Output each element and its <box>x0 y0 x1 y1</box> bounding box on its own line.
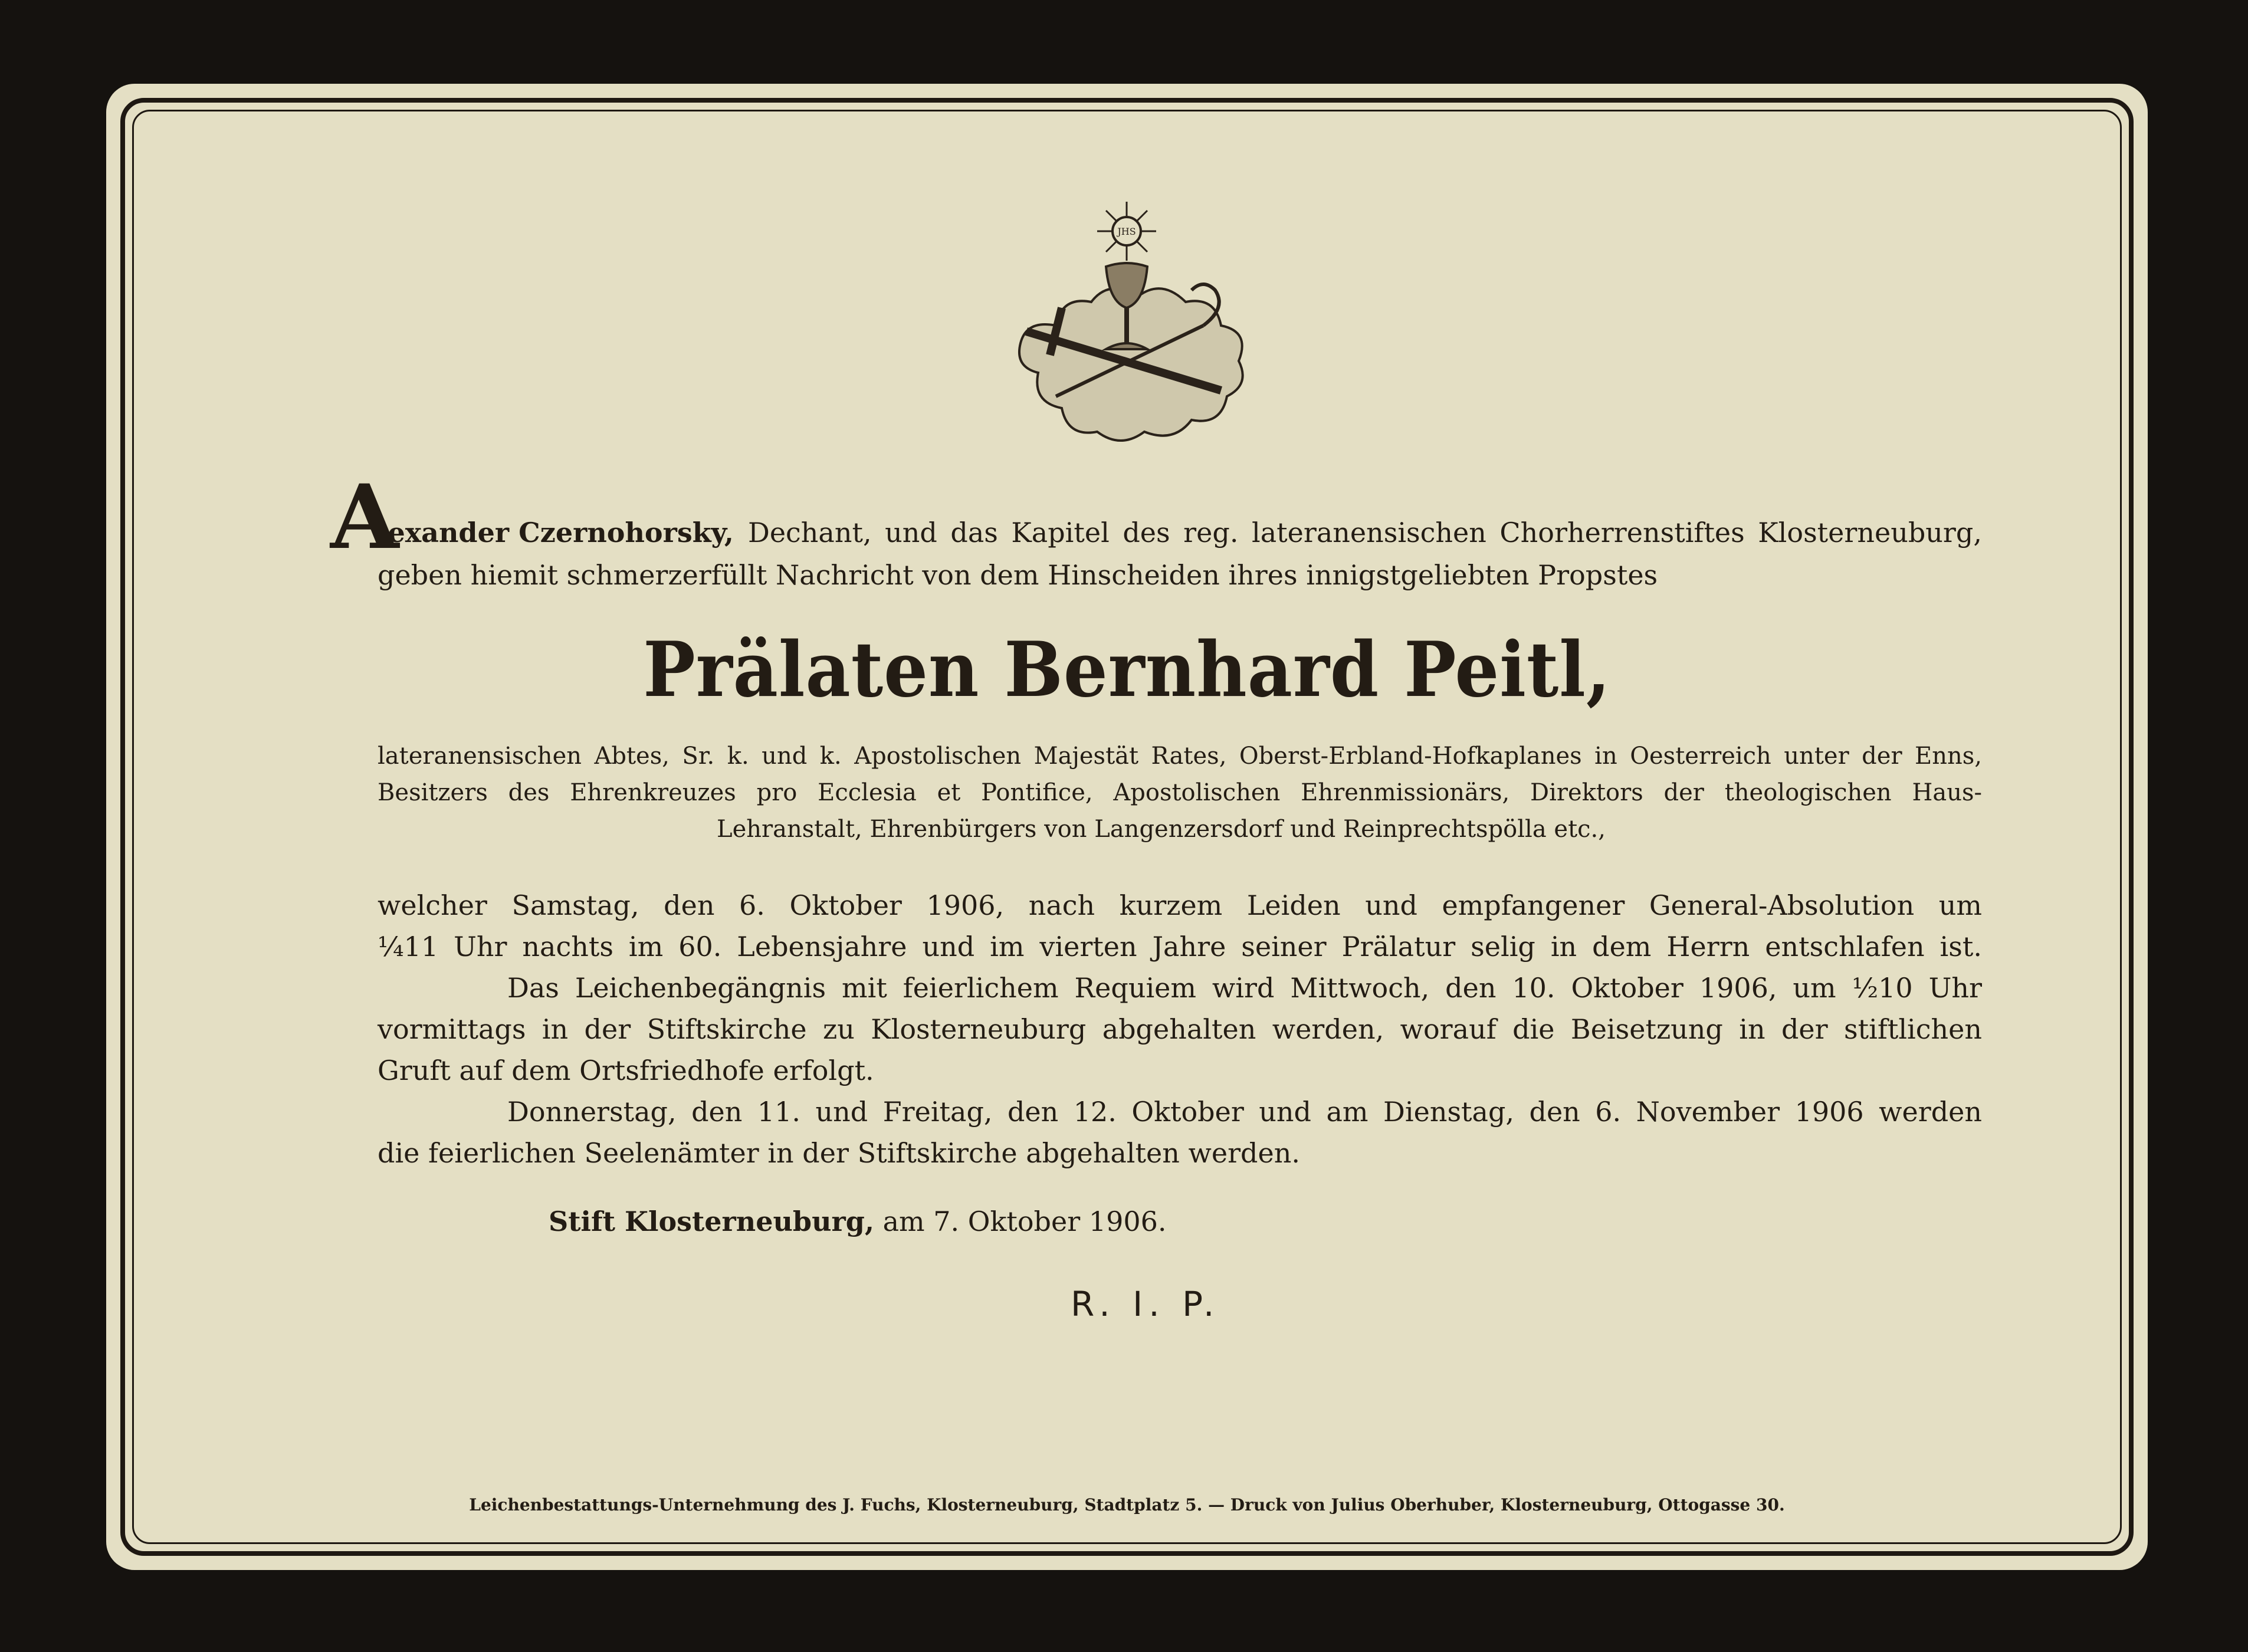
opening-line-1 <box>378 517 1982 549</box>
dean-name: lexander Czernohorsky, <box>378 517 734 549</box>
opening-line-1-rest: Dechant, und das Kapitel des reg. lateranensischen Chorherrenstiftes Klosterneuburg, <box>747 517 1982 549</box>
titles-line-3: Lehranstalt, Ehrenbürgers von Langenzersdorf und Reinprechtspölla etc., <box>717 816 1606 843</box>
body-line-2: ¼11 Uhr nachts im 60. Lebensjahre und im vierten Jahre seiner Prälatur selig in dem Herrn entschlafen ist. <box>378 931 1982 963</box>
rip-text: R. I. P. <box>1071 1284 1220 1324</box>
chalice-cross-emblem-icon <box>991 196 1262 467</box>
opening-line-2: geben hiemit schmerzerfüllt Nachricht von dem Hinscheiden ihres innigstgeliebten Propstes <box>378 559 1658 591</box>
body-line-7: die feierlichen Seelenämter in der Stiftskirche abgehalten werden. <box>378 1137 1300 1169</box>
body-line-6: Donnerstag, den 11. und Freitag, den 12. Oktober und am Dienstag, den 6. November 1906 werden <box>507 1096 1982 1128</box>
body-line-4: vormittags in der Stiftskirche zu Klosterneuburg abgehalten werden, worauf die Beisetzung in der stiftlichen <box>378 1013 1982 1045</box>
death-notice-card <box>106 84 2148 1570</box>
emblem-monogram: JHS <box>1117 226 1136 237</box>
drop-initial: A <box>330 465 399 569</box>
place-date <box>549 1208 1167 1235</box>
place: Stift Klosterneuburg, <box>549 1206 874 1237</box>
date: am 7. Oktober 1906. <box>882 1206 1167 1237</box>
body-line-5: Gruft auf dem Ortsfriedhofe erfolgt. <box>378 1055 874 1086</box>
deceased-name: Prälaten Bernhard Peitl, <box>643 626 1611 714</box>
body-line-3: Das Leichenbegängnis mit feierlichem Requiem wird Mittwoch, den 10. Oktober 1906, um ½10 Uhr <box>507 972 1982 1004</box>
body-line-1: welcher Samstag, den 6. Oktober 1906, nach kurzem Leiden und empfangener General-Absolution um <box>378 889 1982 921</box>
titles-line-2: Besitzers des Ehrenkreuzes pro Ecclesia et Pontifice, Apostolischen Ehrenmissionärs, Direktors der theologischen Haus- <box>378 779 1982 806</box>
titles-line-1: lateranensischen Abtes, Sr. k. und k. Apostolischen Majestät Rates, Oberst-Erbland-Hofkaplanes in Oesterreich unter der Enns, <box>378 743 1982 770</box>
printer-footer: Leichenbestattungs-Unternehmung des J. Fuchs, Klosterneuburg, Stadtplatz 5. — Druck von Julius Oberhuber, Klosterneuburg, Ottogasse 30. <box>469 1495 1785 1515</box>
